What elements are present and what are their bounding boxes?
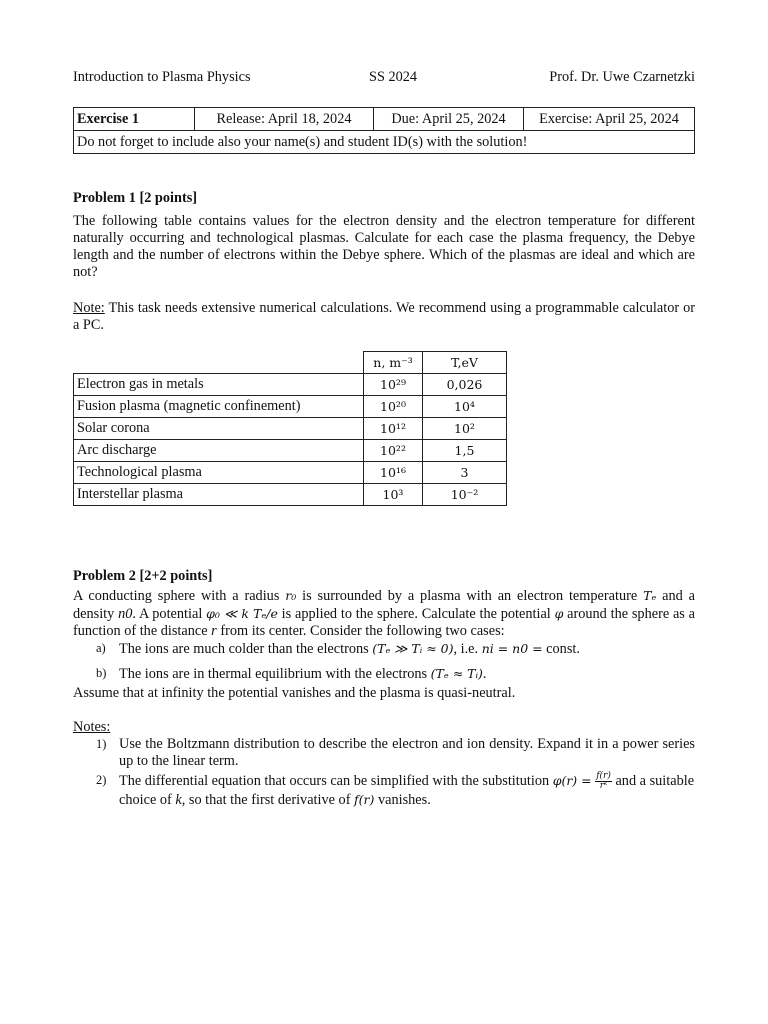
exercise-date: Exercise: April 25, 2024 — [524, 108, 695, 131]
page-header — [73, 69, 695, 87]
problem2-text: A conducting sphere with a radius r₀ is surrounded by a plasma with an electron temperature Tₑ and a density n0. A potential φ₀ ≪ k Tₑ/e is applied to the sphere. Calculate the potential φ around the sphere as a function of the distance r from its center. Consider the following two cases: — [73, 588, 696, 639]
exercise-info-table — [73, 107, 695, 154]
exercise-title: Exercise 1 — [74, 108, 195, 131]
plasma-parameter-table — [73, 351, 507, 506]
table-row: Technological plasma 10¹⁶ 3 — [74, 462, 507, 484]
problem1-text: The following table contains values for the electron density and the electron temperature for different naturally occurring and technological plasmas. Calculate for each case the plasma frequency, the Debye length and the number of electrons within the Debye sphere. Which of the plasmas are ideal and which are not? — [73, 213, 695, 280]
table-row: Interstellar plasma 10³ 10⁻² — [74, 484, 507, 506]
semester: SS 2024 — [369, 69, 418, 85]
column-header-density: n, m⁻³ — [364, 352, 423, 374]
table-row: Electron gas in metals 10²⁹ 0,026 — [74, 374, 507, 396]
problem2-heading: Problem 2 [2+2 points] — [73, 568, 213, 584]
table-row: Solar corona 10¹² 10² — [74, 418, 507, 440]
professor-name: Prof. Dr. Uwe Czarnetzki — [549, 69, 695, 85]
submission-reminder: Do not forget to include also your name(s) and student ID(s) with the solution! — [74, 131, 695, 154]
problem1-note: Note: This task needs extensive numerical calculations. We recommend using a programmable calculator or a PC. — [73, 300, 695, 333]
substitution-fraction: $\frac{f(r)}{\text{rᵏ}}$ — [596, 771, 611, 792]
release-date: Release: April 18, 2024 — [195, 108, 374, 131]
table-row: Arc discharge 10²² 1,5 — [74, 440, 507, 462]
notes-label: Notes: — [73, 719, 111, 735]
due-date: Due: April 25, 2024 — [374, 108, 524, 131]
boundary-assumption: Assume that at infinity the potential vanishes and the plasma is quasi-neutral. — [73, 685, 516, 701]
course-title: Introduction to Plasma Physics — [73, 69, 251, 85]
problem1-heading: Problem 1 [2 points] — [73, 190, 198, 206]
note-label: Note: — [73, 300, 105, 316]
table-row: Fusion plasma (magnetic confinement) 10²⁰ 10⁴ — [74, 396, 507, 418]
column-header-temperature: T,eV — [423, 352, 507, 374]
